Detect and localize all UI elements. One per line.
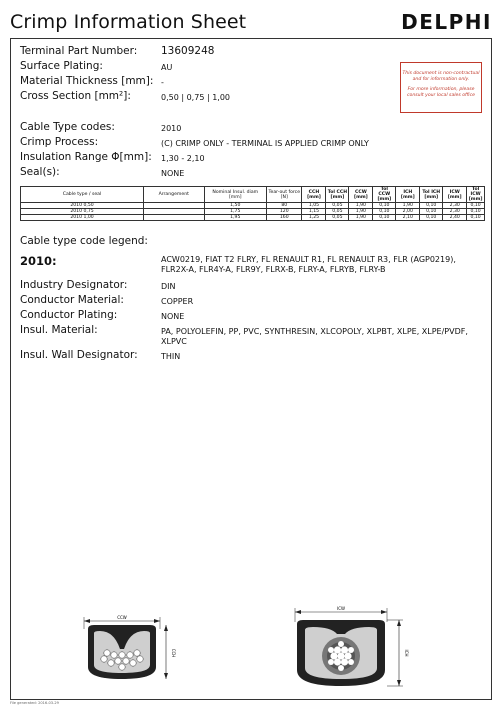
crimp-process-value: (C) CRIMP ONLY - TERMINAL IS APPLIED CRIMP ONLY: [161, 139, 369, 148]
cell-nominal: 1,95: [204, 215, 267, 221]
conductor-plating-value: NONE: [161, 312, 185, 321]
cell-tol-cch: 0,05: [326, 209, 349, 215]
insulation-crimp-drawing: [287, 602, 427, 692]
cell-cch: 1,25: [302, 215, 326, 221]
cell-ccw: 1,90: [349, 215, 373, 221]
cell-cable: 2010 0,50: [21, 203, 144, 209]
cell-ich: 2,10: [396, 215, 420, 221]
header: [10, 10, 492, 36]
insulation-range-label: Insulation Range Φ[mm]:: [20, 151, 152, 163]
table-row: [21, 215, 485, 221]
insul-wall-label: Insul. Wall Designator:: [20, 349, 138, 361]
material-thickness-value: -: [161, 78, 164, 87]
conductor-material-label: Conductor Material:: [20, 294, 124, 306]
delphi-logo: DELPHI: [401, 10, 492, 34]
col-header: CCW [mm]: [349, 187, 373, 203]
cell-tol-ich: 0,10: [420, 203, 443, 209]
sheet-frame: [10, 38, 492, 700]
cell-tol-ich: 0,10: [420, 215, 443, 221]
cell-icw: 2,40: [443, 215, 467, 221]
industry-designator-label: Industry Designator:: [20, 279, 128, 291]
insul-material-value: PA, POLYOLEFIN, PP, PVC, SYNTHRESIN, XLCOPOLY, XLPBT, XLPE, XLPE/PVDF, XLPVC: [161, 327, 468, 346]
cell-tol-icw: 0,10: [467, 203, 485, 209]
footer-note: File generated: 2016-03-29: [10, 701, 59, 705]
conductor-crimp-drawing: [82, 609, 182, 687]
legend-code: 2010:: [20, 254, 57, 268]
cell-ccw: 1,90: [349, 203, 373, 209]
disclaimer-line: This document is non-contractual: [402, 71, 480, 76]
disclaimer-line: consult your local sales office: [407, 93, 475, 98]
disclaimer-line: For more information, please: [407, 87, 475, 92]
legend-title: Cable type code legend:: [20, 235, 148, 247]
col-header: Tol ICW [mm]: [467, 187, 485, 203]
icw-label: ICW: [337, 606, 345, 611]
cch-label: CCH: [171, 648, 176, 658]
cable-type-codes-value: 2010: [161, 124, 182, 133]
crimp-data-table: [20, 186, 485, 221]
industry-designator-value: DIN: [161, 282, 176, 291]
cell-cch: 1,15: [302, 209, 326, 215]
col-header: Tol CCH [mm]: [326, 187, 349, 203]
insulation-range-value: 1,30 - 2,10: [161, 154, 205, 163]
cell-ccw: 1,90: [349, 209, 373, 215]
insul-wall-value: THIN: [161, 352, 181, 361]
cell-tearout: 120: [267, 209, 302, 215]
cell-tol-ccw: 0,10: [373, 215, 396, 221]
cell-ich: 1,90: [396, 203, 420, 209]
cell-nominal: 1,75: [204, 209, 267, 215]
cell-cable: 2010 0,75: [21, 209, 144, 215]
cell-icw: 2,30: [443, 209, 467, 215]
cell-nominal: 1,50: [204, 203, 267, 209]
col-header: CCH [mm]: [302, 187, 326, 203]
col-header: Cable type / seal: [21, 187, 144, 203]
col-header: Tol ICH [mm]: [420, 187, 443, 203]
col-header: Tol CCW [mm]: [373, 187, 396, 203]
table-header-row: [21, 187, 485, 203]
cable-type-codes-label: Cable Type codes:: [20, 121, 115, 133]
cell-icw: 2,30: [443, 203, 467, 209]
cell-cch: 1,05: [302, 203, 326, 209]
cross-section-value: 0,50 | 0,75 | 1,00: [161, 93, 230, 102]
ich-label: ICH: [404, 649, 409, 657]
col-header: Tear-out force [N]: [267, 187, 302, 203]
cell-tearout: 80: [267, 203, 302, 209]
col-header: Nominal Insul. diam [mm]: [204, 187, 267, 203]
legend-code-description: ACW0219, FIAT T2 FLRY, FL RENAULT R1, FL RENAULT R3, FLR (AGP0219), FLR2X-A, FLR4Y-A, FLR9Y, FLRX-B, FLRY-A, FLRYB, FLRY-B: [161, 255, 456, 274]
ccw-label: CCW: [117, 615, 127, 620]
conductor-plating-label: Conductor Plating:: [20, 309, 118, 321]
cell-tol-ccw: 0,10: [373, 203, 396, 209]
cell-tol-cch: 0,05: [326, 215, 349, 221]
crimp-process-label: Crimp Process:: [20, 136, 99, 148]
seals-label: Seal(s):: [20, 166, 60, 178]
disclaimer-line: and for information only.: [412, 77, 470, 82]
cell-arrangement: [144, 215, 204, 221]
col-header: Arrangement: [144, 187, 204, 203]
part-number-value: 13609248: [161, 45, 215, 57]
part-number-label: Terminal Part Number:: [20, 45, 138, 57]
cell-tol-cch: 0,05: [326, 203, 349, 209]
surface-plating-value: AU: [161, 63, 173, 72]
cell-tol-ich: 0,10: [420, 209, 443, 215]
cross-section-label: Cross Section [mm²]:: [20, 90, 131, 102]
cell-tol-icw: 0,10: [467, 209, 485, 215]
conductor-material-value: COPPER: [161, 297, 194, 306]
page-title: Crimp Information Sheet: [10, 11, 247, 33]
insul-material-label: Insul. Material:: [20, 324, 98, 336]
cell-tol-icw: 0,10: [467, 215, 485, 221]
col-header: ICW [mm]: [443, 187, 467, 203]
seals-value: NONE: [161, 169, 185, 178]
cell-cable: 2010 1,00: [21, 215, 144, 221]
surface-plating-label: Surface Plating:: [20, 60, 103, 72]
cell-tol-ccw: 0,10: [373, 209, 396, 215]
col-header: ICH [mm]: [396, 187, 420, 203]
cell-tearout: 160: [267, 215, 302, 221]
cell-ich: 2,00: [396, 209, 420, 215]
disclaimer-box: [400, 62, 482, 113]
material-thickness-label: Material Thickness [mm]:: [20, 75, 154, 87]
